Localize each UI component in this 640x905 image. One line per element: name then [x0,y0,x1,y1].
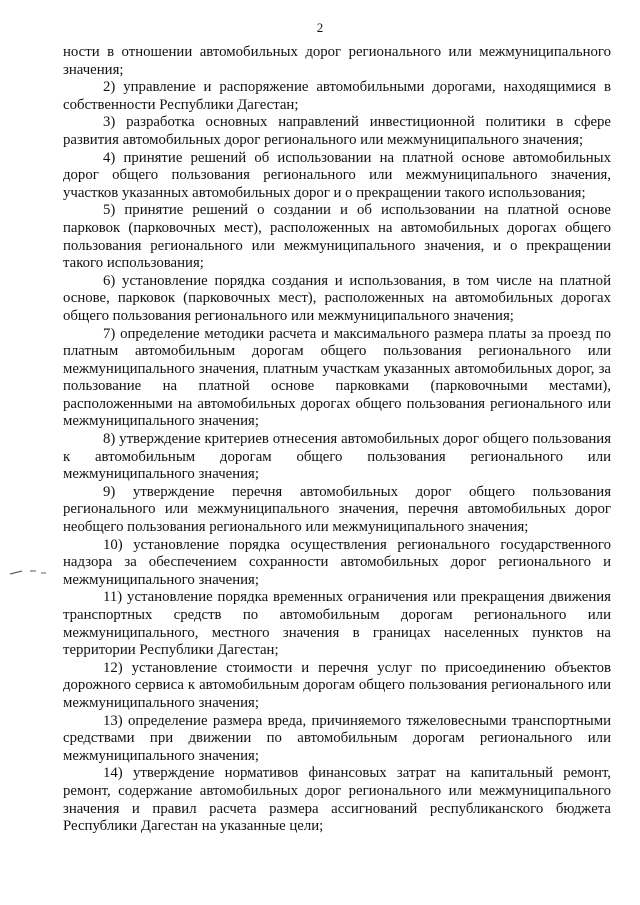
list-item-2: 2) управление и распоряжение автомобильными дорогами, находящимися в собственности Республики Дагестан; [63,79,611,113]
list-item-3: 3) разработка основных направлений инвестиционной политики в сфере развития автомобильных дорог регионального или межмуниципального значения; [63,114,611,148]
list-item-8: 8) утверждение критериев отнесения автомобильных дорог общего пользования к автомобильным дорогам общего пользования регионального или межмуниципального значения; [63,431,611,483]
list-item-9: 9) утверждение перечня автомобильных дорог общего пользования регионального или межмуниципального значения, перечня автомобильных дорог необщего пользования регионального или межмуниципального значения; [63,483,611,536]
list-item-14: 14) утверждение нормативов финансовых затрат на капитальный ремонт, ремонт, содержание автомобильных дорог регионального или межмуниципального значения и правил расчета размера ассигнований республиканского бюджета Республики Дагестан на указанные цели; [63,765,611,835]
document-body [63,44,611,836]
list-item-7: 7) определение методики расчета и максимального размера платы за проезд по платным автомобильным дорогам общего пользования регионального или межмуниципального значения, платным участкам указанных автомобильных дорог, за пользование на платной основе парковками (парковочными местами), расположенными на автомобильных дорогах общего пользования регионального или межмуниципального значения; [63,325,611,430]
list-item-10: 10) установление порядка осуществления регионального государственного надзора за обеспечением сохранности автомобильных дорог регионального и межмуниципального значения; [63,536,611,588]
list-item-6: 6) установление порядка создания и использования, в том числе на платной основе, парковок (парковочных мест), расположенных на автомобильных дорогах общего пользования регионального или межмуниципального значения; [63,272,611,324]
list-item-5: 5) принятие решений о создании и об использовании на платной основе парковок (парковочных мест), расположенных на автомобильных дорогах общего пользования регионального или межмуниципального значения, и о прекращении такого использования; [63,202,611,272]
list-item-4: 4) принятие решений об использовании на платной основе автомобильных дорог общего пользования регионального или межмуниципального значения, участков указанных автомобильных дорог и о прекращении такого использования; [63,149,611,201]
list-item-12: 12) установление стоимости и перечня услуг по присоединению объектов дорожного сервиса к автомобильным дорогам общего пользования регионального или межмуниципального значения; [63,659,611,711]
list-item-13: 13) определение размера вреда, причиняемого тяжеловесными транспортными средствами при движении по автомобильным дорогам регионального или межмуниципального значения; [63,712,611,764]
margin-pencil-mark [8,566,48,578]
paragraph-continuation: ности в отношении автомобильных дорог регионального или межмуниципального значения; [63,44,611,78]
page-number: 2 [316,20,324,35]
list-item-11: 11) установление порядка временных ограничения или прекращения движения транспортных средств по автомобильным дорогам регионального или межмуниципального, местного значения в границах населенных пунктов на территории Республики Дагестан; [63,589,611,659]
